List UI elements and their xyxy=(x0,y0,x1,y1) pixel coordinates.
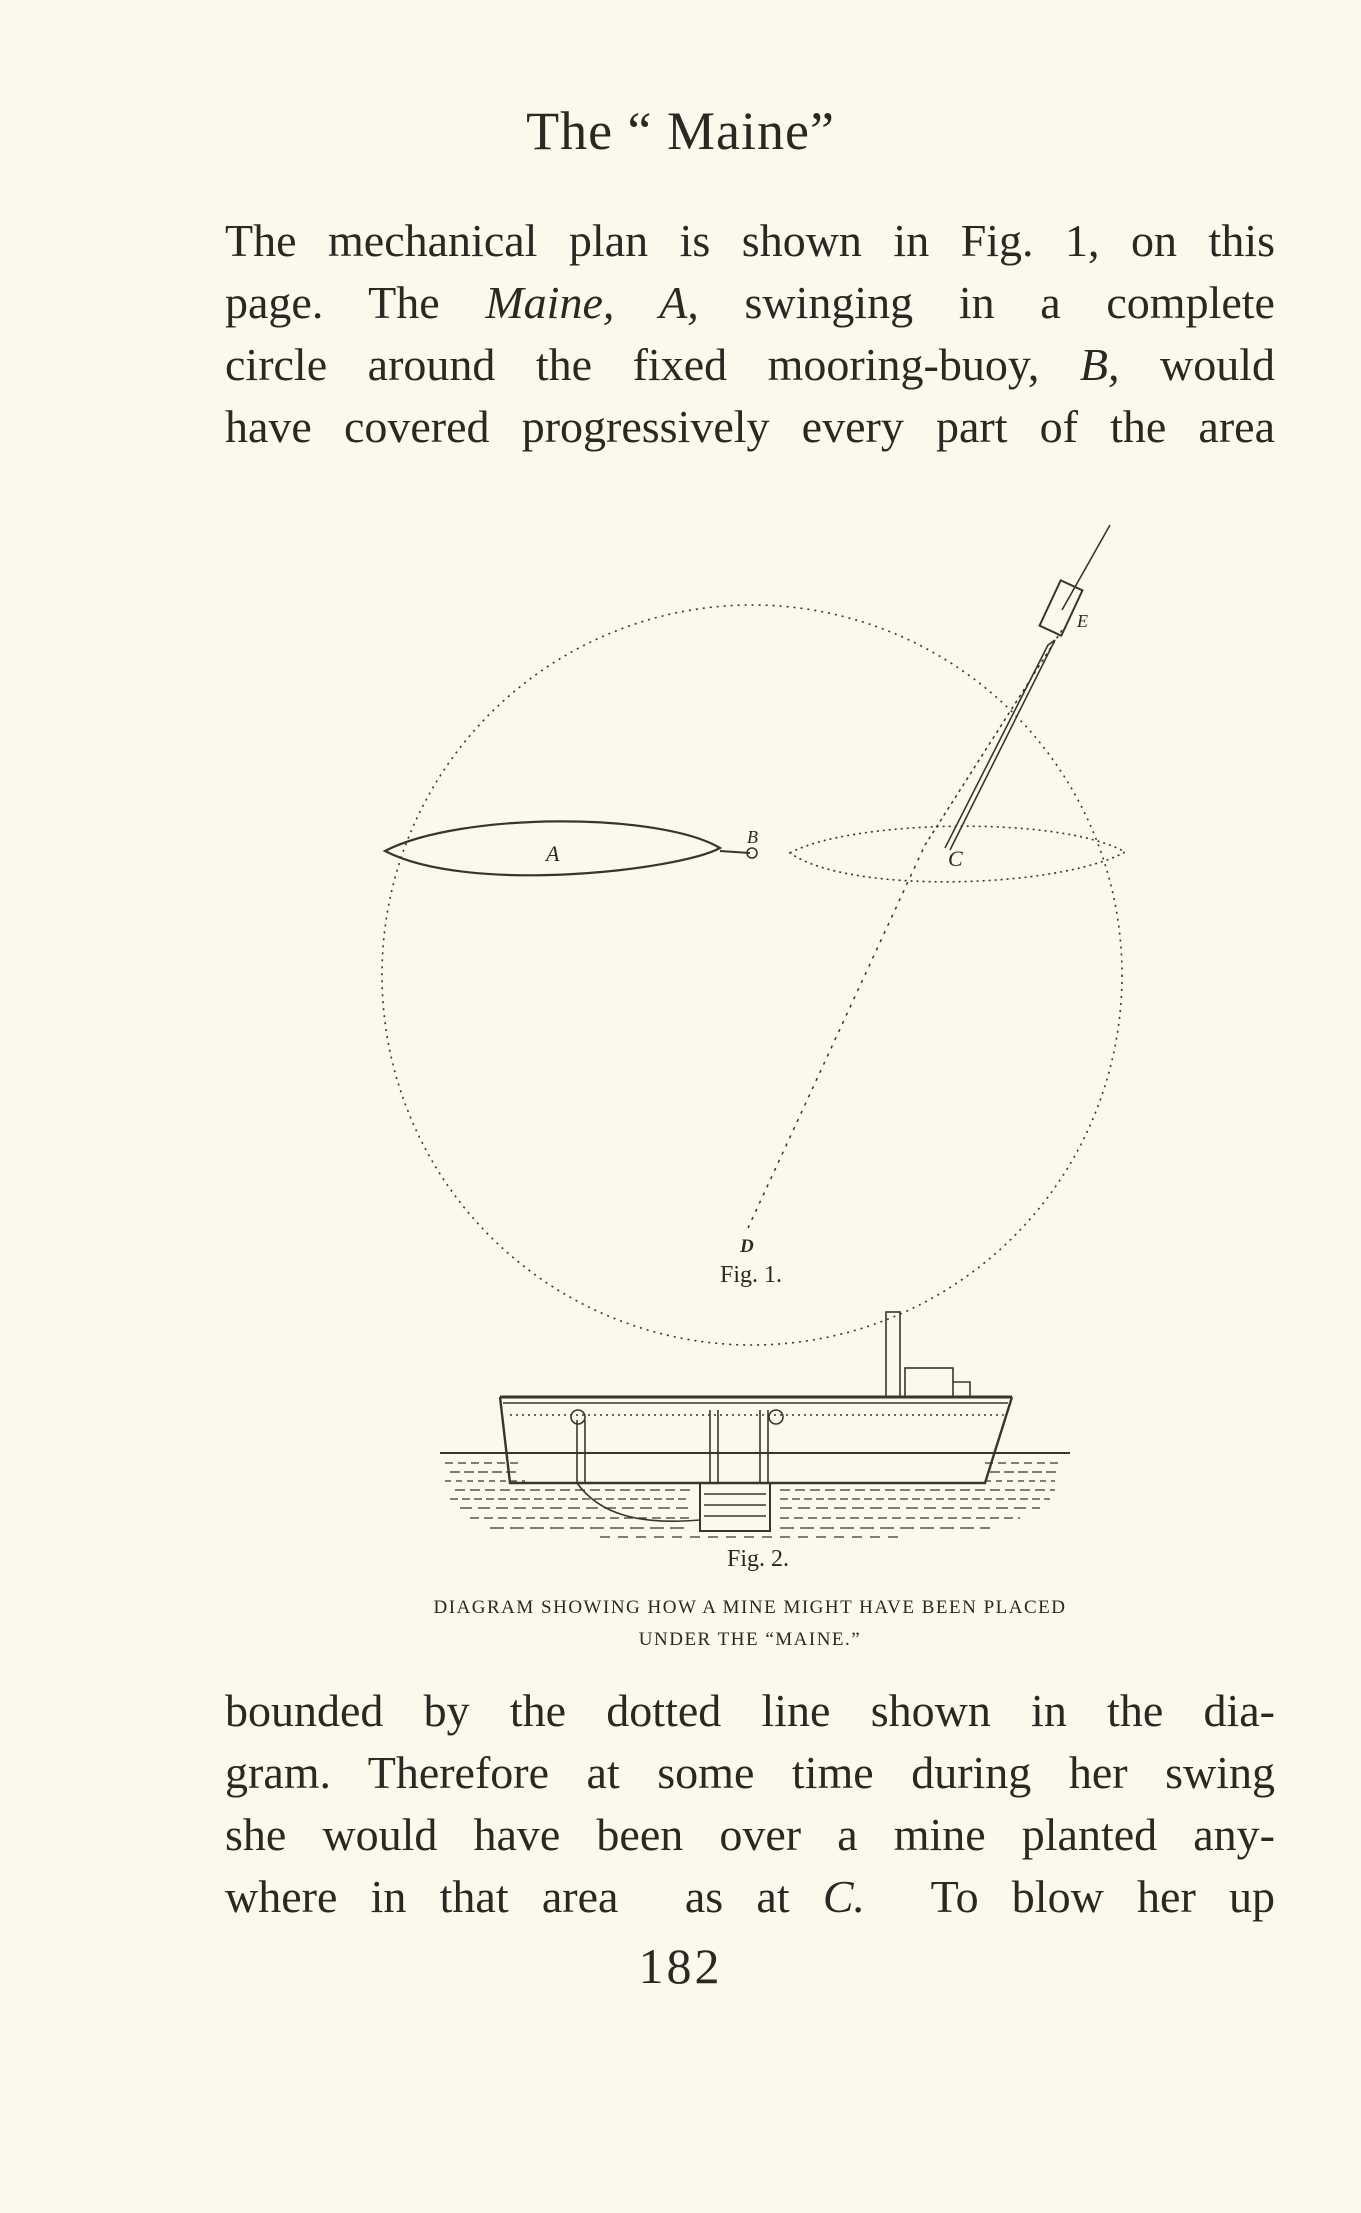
text-line: page. The Maine, A, swinging in a complete xyxy=(225,277,1275,328)
label-e: E xyxy=(1077,611,1088,631)
fig1-label: Fig. 1. xyxy=(719,1262,782,1288)
text-line: The mechanical plan is shown in Fig. 1, on this xyxy=(225,215,1275,266)
text-line: circle around the fixed mooring-buoy, B, would xyxy=(225,339,1275,390)
page-number: 182 xyxy=(638,1938,723,1994)
fig1-letters xyxy=(544,611,1088,1257)
cable-line xyxy=(748,845,925,1228)
label-d: D xyxy=(740,1236,754,1257)
water-hatching xyxy=(445,1463,1060,1537)
fig2-label: Fig. 2. xyxy=(726,1546,789,1572)
label-b: B xyxy=(747,827,758,847)
paragraph-bottom xyxy=(225,1680,1275,1928)
text-line: she would have been over a mine planted any- xyxy=(225,1809,1275,1860)
text-line: have covered progressively every part of the area xyxy=(225,401,1275,452)
text-line: where in that area as at C. To blow her up xyxy=(225,1871,1276,1922)
fig1-diagram xyxy=(382,525,1125,1345)
text-line: bounded by the dotted line shown in the dia- xyxy=(225,1685,1275,1736)
caption-line: DIAGRAM SHOWING HOW A MINE MIGHT HAVE BEEN PLACED xyxy=(433,1597,1067,1618)
funnel xyxy=(886,1312,900,1397)
swing-circle xyxy=(382,605,1122,1345)
text-line: gram. Therefore at some time during her swing xyxy=(225,1747,1275,1798)
fig2-diagram xyxy=(440,1312,1070,1537)
mine xyxy=(700,1483,770,1531)
label-c: C xyxy=(948,846,963,871)
figure-caption xyxy=(320,1592,1180,1656)
label-a: A xyxy=(546,841,560,866)
running-header: The “ Maine” xyxy=(526,101,835,161)
caption-line: UNDER THE “MAINE.” xyxy=(638,1629,862,1650)
box-e xyxy=(1040,580,1083,635)
